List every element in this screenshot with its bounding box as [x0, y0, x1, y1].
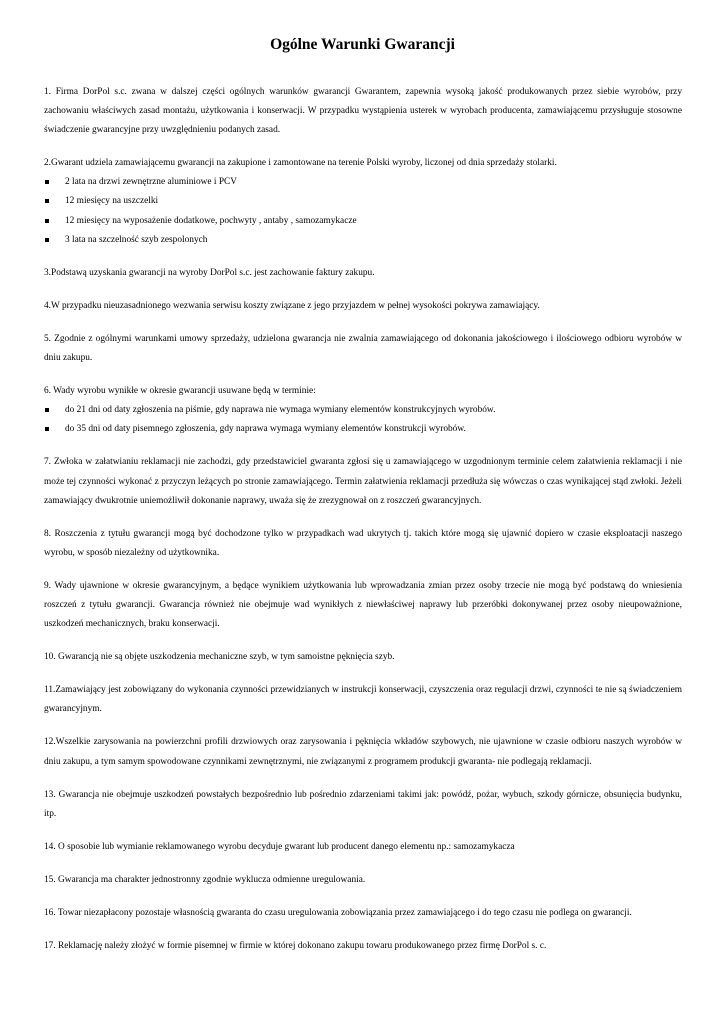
clause-15: 15. Gwarancja ma charakter jednostronny zgodnie wyklucza odmienne uregulowania. [44, 874, 366, 885]
clause-17: 17. Reklamację należy złożyć w formie pisemnej w firmie w której dokonano zakupu towaru produkowanego przez firmę DorPol s. c. [44, 941, 547, 952]
clause-16: 16. Towar niezapłacony pozostaje własnością gwaranta do czasu uregulowania zobowiązania przez zamawiającego i do tego czasu nie podlega on gwarancji. [44, 908, 632, 918]
list-item: do 35 dni od daty pisemnego zgłoszenia, gdy naprawa wymaga wymiany elementów konstrukcji wyrobów. [44, 420, 682, 439]
clause-6: 6. Wady wyrobu wynikłe w okresie gwarancji usuwane będą w terminie: [44, 386, 316, 397]
document-body [44, 83, 682, 970]
list-item: 12 miesięcy na uszczelki [44, 192, 682, 211]
clause-1: 1. Firma DorPol s.c. zwana w dalszej części ogólnych warunków gwarancji Gwarantem, zapewnia wysoką jakość produkowanych przez siebie wyrobów, przy zachowaniu właściwych zasad montażu, użytkowania i konserwacji. W przypadku wystąpienia usterek w wyrobach producenta, zamawiającemu przysługuje stosowne świadczenie gwarancyjne przy uwzględnieniu podanych zasad. [44, 87, 682, 136]
clause-10: 10. Gwarancją nie są objęte uszkodzenia mechaniczne szyb, w tym samoistne pęknięcia szyb. [44, 652, 395, 663]
clause-5: 5. Zgodnie z ogólnymi warunkami umowy sprzedaży, udzielona gwarancja nie zwalnia zamawiającego od dokonania jakościowego i ilościowego odbioru wyrobów w dniu zakupu. [44, 333, 682, 364]
list-item: do 21 dni od daty zgłoszenia na piśmie, gdy naprawa nie wymaga wymiany elementów konstrukcyjnych wyrobów. [44, 401, 682, 420]
clause-9: 9. Wady ujawnione w okresie gwarancyjnym, a będące wynikiem użytkowania lub wprowadzania zmian przez osoby trzecie nie mogą być podstawą do wniesienia roszczeń z tytułu gwarancji. Gwarancja również nie obejmuje wad wynikłych z niewłaściwej naprawy lub przeróbki dokonywanej przez osoby nieupoważnione, uszkodzeń mechanicznych, braku konserwacji. [44, 580, 682, 630]
clause-14: 14. O sposobie lub wymianie reklamowanego wyrobu decyduje gwarant lub producent danego elementu np.: samozamykacza [44, 841, 515, 852]
clause-11: 11.Zamawiający jest zobowiązany do wykonania czynności przewidzianych w instrukcji konserwacji, czyszczenia oraz regulacji drzwi, czynności te nie są świadczeniem gwarancyjnym. [44, 685, 682, 715]
list-item: 12 miesięcy na wyposażenie dodatkowe, pochwyty , antaby , samozamykacze [44, 212, 682, 231]
clause-4: 4.W przypadku nieuzasadnionego wezwania serwisu koszty związane z jego przyjazdem w pełnej wysokości pokrywa zamawiający. [44, 300, 540, 311]
list-item: 2 lata na drzwi zewnętrzne aluminiowe i PCV [44, 173, 682, 192]
repair-terms-list [44, 401, 682, 439]
clause-8: 8. Roszczenia z tytułu gwarancji mogą być dochodzone tylko w przypadkach wad ukrytych tj. takich które mogą się ujawnić dopiero w czasie eksploatacji naszego wyrobu, w sposób niezależny od użytkownika. [44, 528, 682, 558]
list-item: 3 lata na szczelność szyb zespolonych [44, 231, 682, 250]
warranty-periods-list [44, 173, 682, 249]
clause-12: 12.Wszelkie zarysowania na powierzchni profili drzwiowych oraz zarysowania i pęknięcia wkładów szybowych, nie ujawnione w czasie odbioru naszych wyrobów w dniu zakupu, a tym samym spowodowane czynnikami zewnętrznymi, nie związanymi z programem produkcji gwaranta- nie podlegają reklamacji. [44, 737, 682, 767]
clause-13: 13. Gwarancja nie obejmuje uszkodzeń powstałych bezpośrednio lub pośrednio zdarzeniami takimi jak: powódź, pożar, wybuch, szkody górnicze, obsunięcia budynku, itp. [44, 789, 682, 819]
clause-7: 7. Zwłoka w załatwianiu reklamacji nie zachodzi, gdy przedstawiciel gwaranta zgłosi się u zamawiającego w uzgodnionym terminie celem załatwienia reklamacji i nie może tej czynności wykonać z przyczyn leżących po stronie zamawiającego. Termin załatwienia reklamacji przedłuża się wówczas o czas wynikającej stąd zwłoki. Jeżeli zamawiający dwukrotnie uniemożliwił dokonanie naprawy, uważa się że zrezygnował on z roszczeń gwarancyjnych. [44, 457, 682, 506]
clause-3: 3.Podstawą uzyskania gwarancji na wyroby DorPol s.c. jest zachowanie faktury zakupu. [44, 267, 375, 278]
clause-2: 2.Gwarant udziela zamawiającemu gwarancji na zakupione i zamontowane na terenie Polski wyroby, liczonej od dnia sprzedaży stolarki. [44, 158, 557, 169]
document-title: Ogólne Warunki Gwarancji [270, 36, 455, 53]
